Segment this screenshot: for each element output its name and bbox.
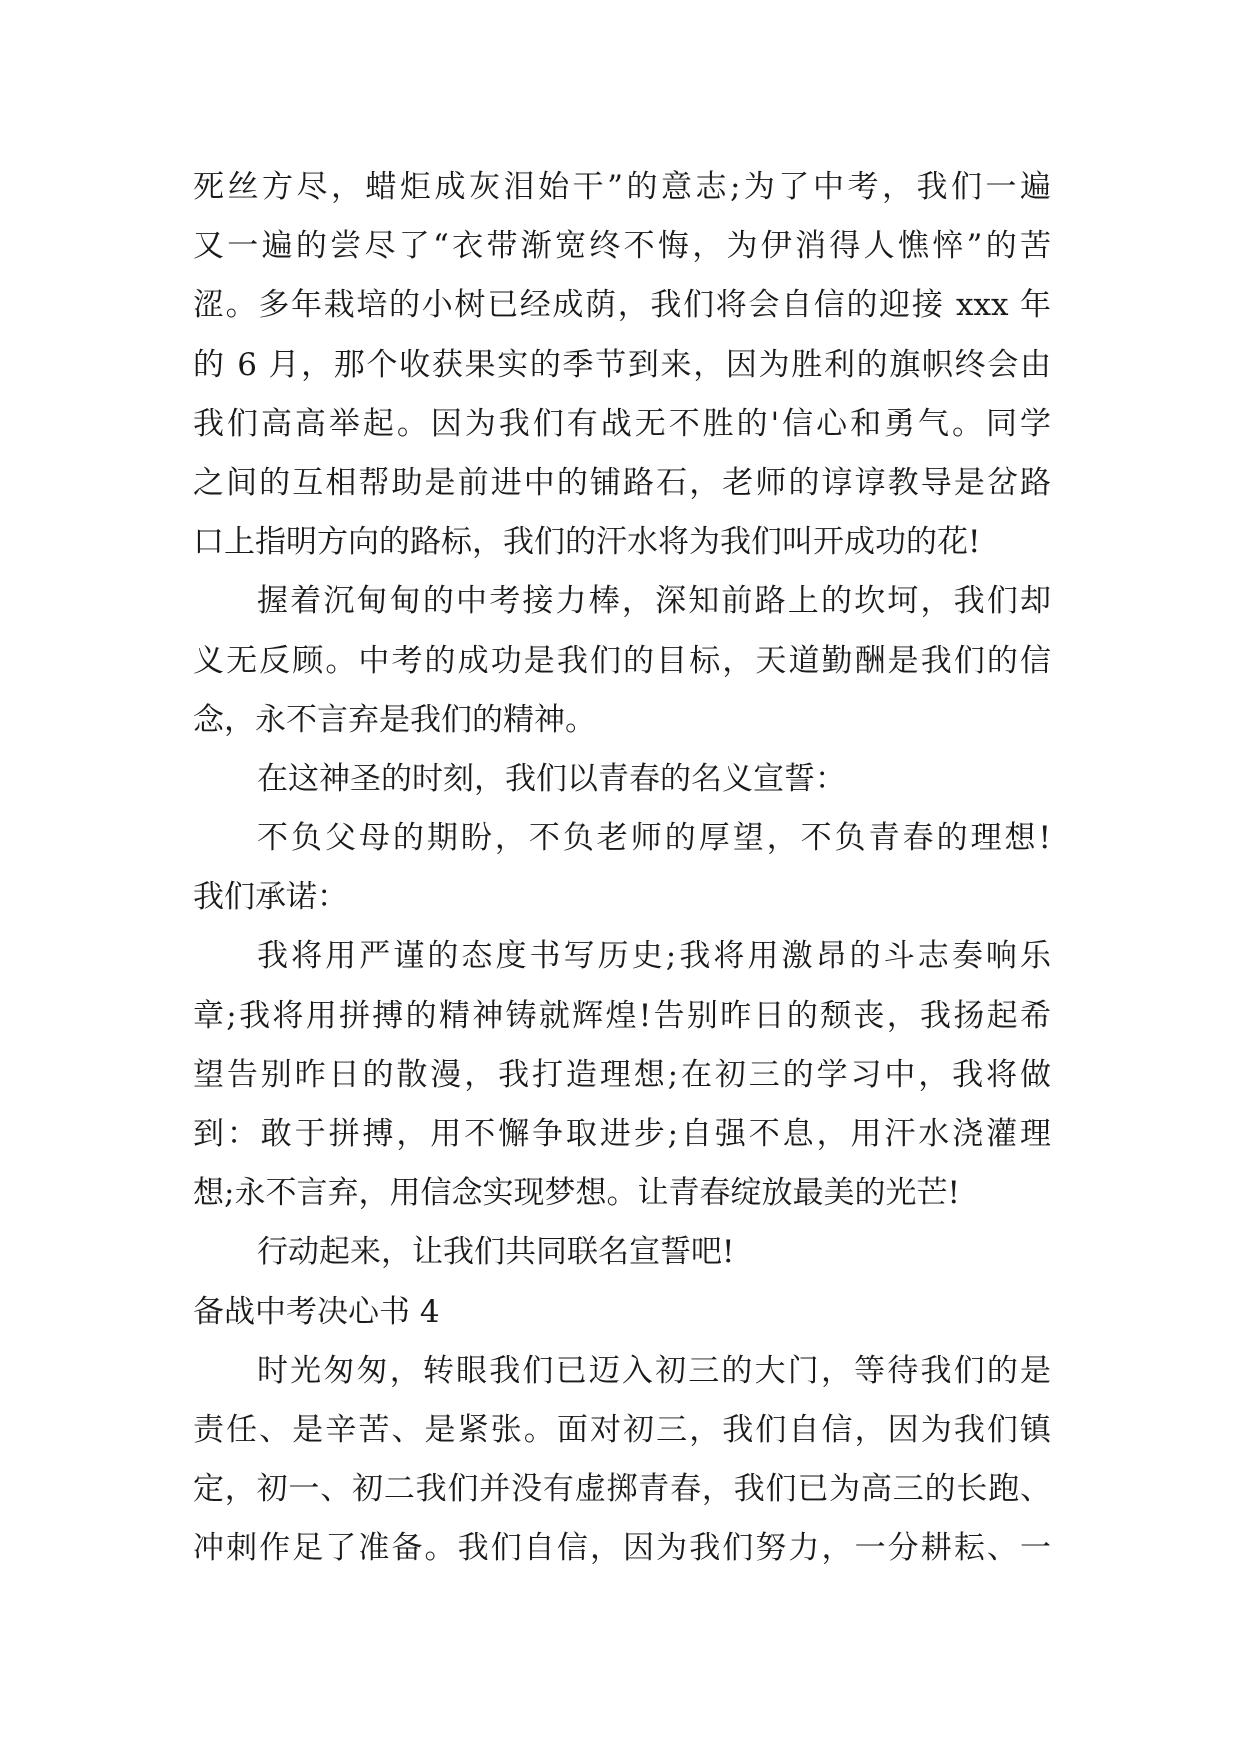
text-line: 到：敢于拼搏，用不懈争取进步;自强不息，用汗水浇灌理 xyxy=(193,1116,1051,1152)
paragraph-first-line: 不负父母的期盼，不负老师的厚望，不负青春的理想! xyxy=(257,820,1051,857)
text-line: 的 6 月，那个收获果实的季节到来，因为胜利的旗帜终会由 xyxy=(193,346,1051,383)
text-line: 望告别昨日的散漫，我打造理想;在初三的学习中，我将做 xyxy=(193,1056,1051,1093)
text-line: 死丝方尽，蜡炬成灰泪始干”的意志;为了中考，我们一遍 xyxy=(193,169,1051,205)
paragraph-first-line: 我将用严谨的态度书写历史;我将用激昂的斗志奏响乐 xyxy=(257,938,1051,975)
text-line: 义无反顾。中考的成功是我们的目标，天道勤酬是我们的信 xyxy=(193,642,1051,679)
text-line: 我们承诺： xyxy=(193,879,348,916)
document-page xyxy=(193,158,1051,1579)
paragraph-first-line: 在这神圣的时刻，我们以青春的名义宣誓： xyxy=(257,760,846,797)
text-line: 章;我将用拼搏的精神铸就辉煌!告别昨日的颓丧，我扬起希 xyxy=(193,997,1051,1034)
text-line: 又一遍的尝尽了“衣带渐宽终不悔，为伊消得人憔悴”的苦 xyxy=(193,228,1051,265)
paragraph-first-line: 行动起来，让我们共同联名宣誓吧! xyxy=(257,1234,735,1271)
text-line: 定，初一、初二我们并没有虚掷青春，我们已为高三的长跑、 xyxy=(193,1471,1051,1508)
section-heading: 备战中考决心书 4 xyxy=(193,1293,440,1330)
text-line: 我们高高举起。因为我们有战无不胜的'信心和勇气。同学 xyxy=(193,405,1051,442)
text-line: 涩。多年栽培的小树已经成荫，我们将会自信的迎接 xxx 年 xyxy=(193,287,1051,324)
paragraph-first-line: 时光匆匆，转眼我们已迈入初三的大门，等待我们的是 xyxy=(257,1352,1051,1389)
text-line: 念，永不言弃是我们的精神。 xyxy=(193,701,596,738)
text-line: 之间的互相帮助是前进中的铺路石，老师的谆谆教导是岔路 xyxy=(193,464,1051,501)
text-line: 冲刺作足了准备。我们自信，因为我们努力，一分耕耘、一 xyxy=(193,1530,1051,1567)
text-line: 口上指明方向的路标，我们的汗水将为我们叫开成功的花! xyxy=(193,524,981,561)
text-line: 责任、是辛苦、是紧张。面对初三，我们自信，因为我们镇 xyxy=(193,1411,1051,1448)
paragraph-first-line: 握着沉甸甸的中考接力棒，深知前路上的坎坷，我们却 xyxy=(257,583,1051,620)
text-line: 想;永不言弃，用信念实现梦想。让青春绽放最美的光芒! xyxy=(193,1175,960,1212)
